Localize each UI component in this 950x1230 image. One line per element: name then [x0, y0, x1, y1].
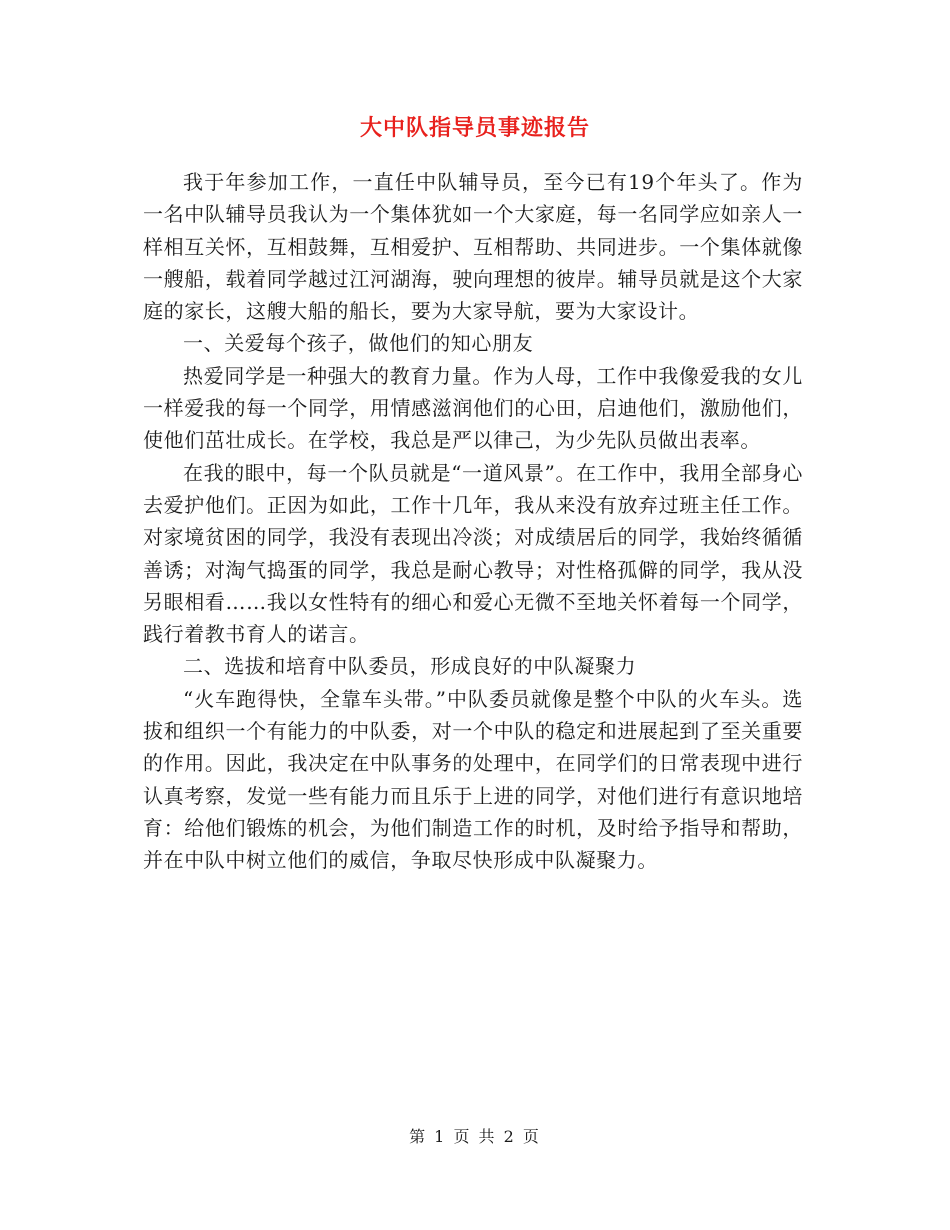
- paragraph-section-1b: 在我的眼中，每一个队员就是“一道风景”。在工作中，我用全部身心去爱护他们。正因为如此，工作十几年，我从来没有放弃过班主任工作。对家境贫困的同学，我没有表现出冷淡；对成绩居后的同学，我始终循循善诱；对淘气捣蛋的同学，我总是耐心教导；对性格孤僻的同学，我从没另眼相看……我以女性特有的细心和爱心无微不至地关怀着每一个同学，践行着教书育人的诺言。: [143, 460, 803, 647]
- document-body: [143, 166, 803, 877]
- section-heading-1: 一、关爱每个孩子，做他们的知心朋友: [183, 331, 534, 356]
- section-heading-2: 二、选拔和培育中队委员，形成良好的中队凝聚力: [183, 654, 637, 679]
- paragraph-section-1a: 热爱同学是一种强大的教育力量。作为人母，工作中我像爱我的女儿一样爱我的每一个同学，用情感滋润他们的心田，启迪他们，激励他们，使他们茁壮成长。在学校，我总是严以律己，为少先队员做出表率。: [143, 363, 803, 453]
- paragraph-intro: 我于年参加工作，一直任中队辅导员，至今已有19个年头了。作为一名中队辅导员我认为一个集体犹如一个大家庭，每一名同学应如亲人一样相互关怀，互相鼓舞，互相爱护、互相帮助、共同进步。一个集体就像一艘船，载着同学越过江河湖海，驶向理想的彼岸。辅导员就是这个大家庭的家长，这艘大船的船长，要为大家导航，要为大家设计。: [143, 170, 803, 324]
- document-title: 大中队指导员事迹报告: [359, 115, 590, 141]
- paragraph-section-2a: “火车跑得快，全靠车头带。”中队委员就像是整个中队的火车头。选拔和组织一个有能力的中队委，对一个中队的稳定和进展起到了至关重要的作用。因此，我决定在中队事务的处理中，在同学们的日常表现中进行认真考察，发觉一些有能力而且乐于上进的同学，对他们进行有意识地培育：给他们锻炼的机会，为他们制造工作的时机，及时给予指导和帮助，并在中队中树立他们的威信，争取尽快形成中队凝聚力。: [143, 686, 803, 873]
- page-number-footer: 第 1 页 共 2 页: [409, 1127, 541, 1146]
